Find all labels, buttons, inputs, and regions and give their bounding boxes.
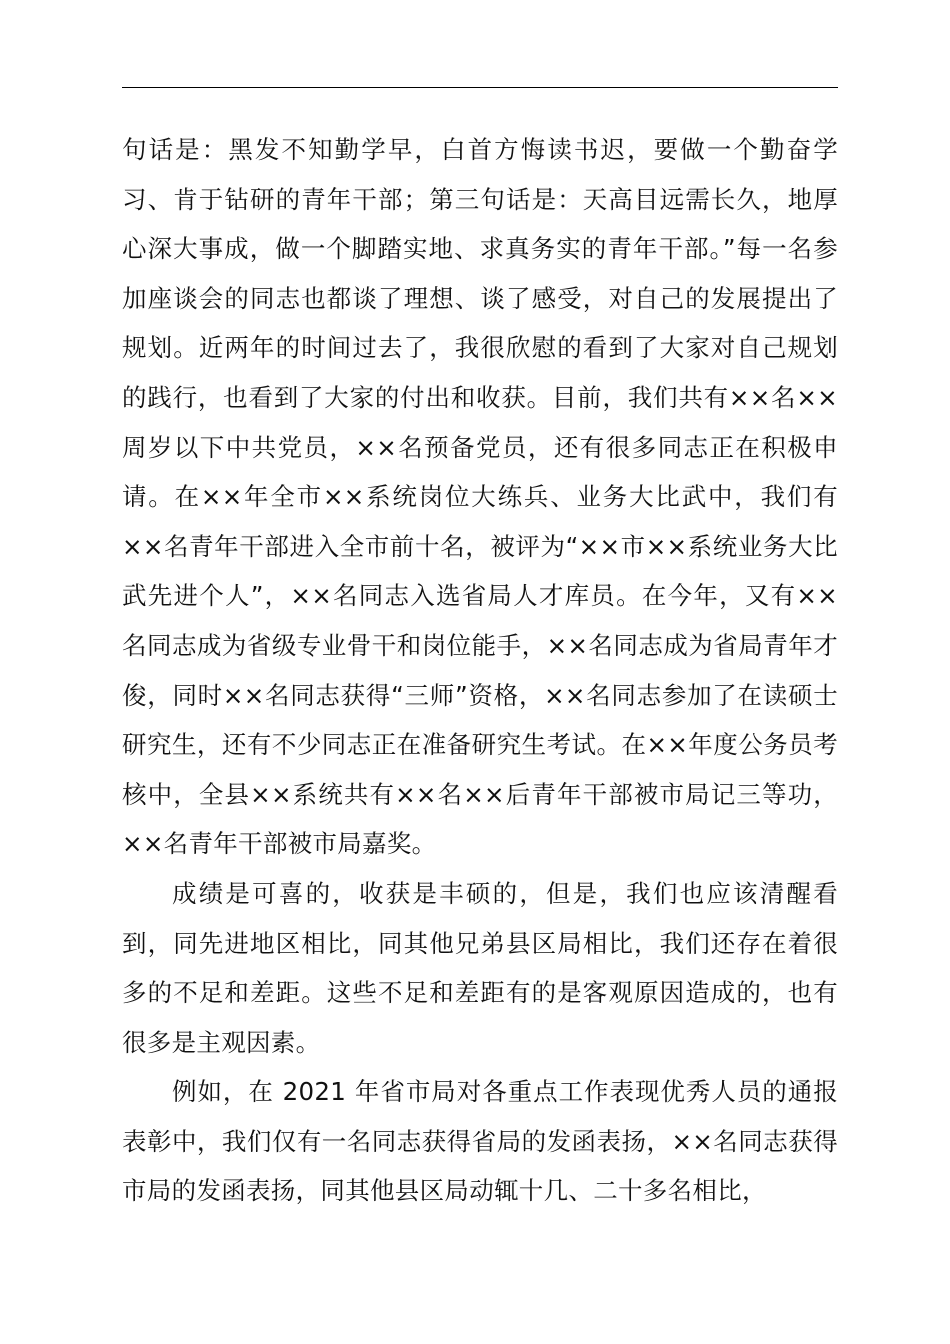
- paragraph-2: 成绩是可喜的，收获是丰硕的，但是，我们也应该清醒看到，同先进地区相比，同其他兄弟县区局相比，我们还存在着很多的不足和差距。这些不足和差距有的是客观原因造成的，也有很多是主观因素。: [122, 878, 838, 1057]
- paragraph-1: 句话是：黑发不知勤学早，白首方悔读书迟，要做一个勤奋学习、肯于钻研的青年干部；第三句话是：天高目远需长久，地厚心深大事成，做一个脚踏实地、求真务实的青年干部。”每一名参加座谈会的同志也都谈了理想、谈了感受，对自己的发展提出了规划。近两年的时间过去了，我很欣慰的看到了大家对自己规划的践行，也看到了大家的付出和收获。目前，我们共有××名××周岁以下中共党员，××名预备党员，还有很多同志正在积极申请。在××年全市××系统岗位大练兵、业务大比武中，我们有××名青年干部进入全市前十名，被评为“××市××系统业务大比武先进个人”，××名同志入选省局人才库员。在今年，又有××名同志成为省级专业骨干和岗位能手，××名同志成为省局青年才俊，同时××名同志获得“三师”资格，××名同志参加了在读硕士研究生，还有不少同志正在准备研究生考试。在××年度公务员考核中，全县××系统共有××名××后青年干部被市局记三等功，××名青年干部被市局嘉奖。: [122, 135, 838, 859]
- body-text: [122, 125, 838, 1216]
- paragraph-3: 例如，在 2021 年省市局对各重点工作表现优秀人员的通报表彰中，我们仅有一名同志获得省局的发函表扬，××名同志获得市局的发函表扬，同其他县区局动辄十几、二十多名相比，: [122, 1077, 838, 1206]
- header-rule: [122, 87, 838, 88]
